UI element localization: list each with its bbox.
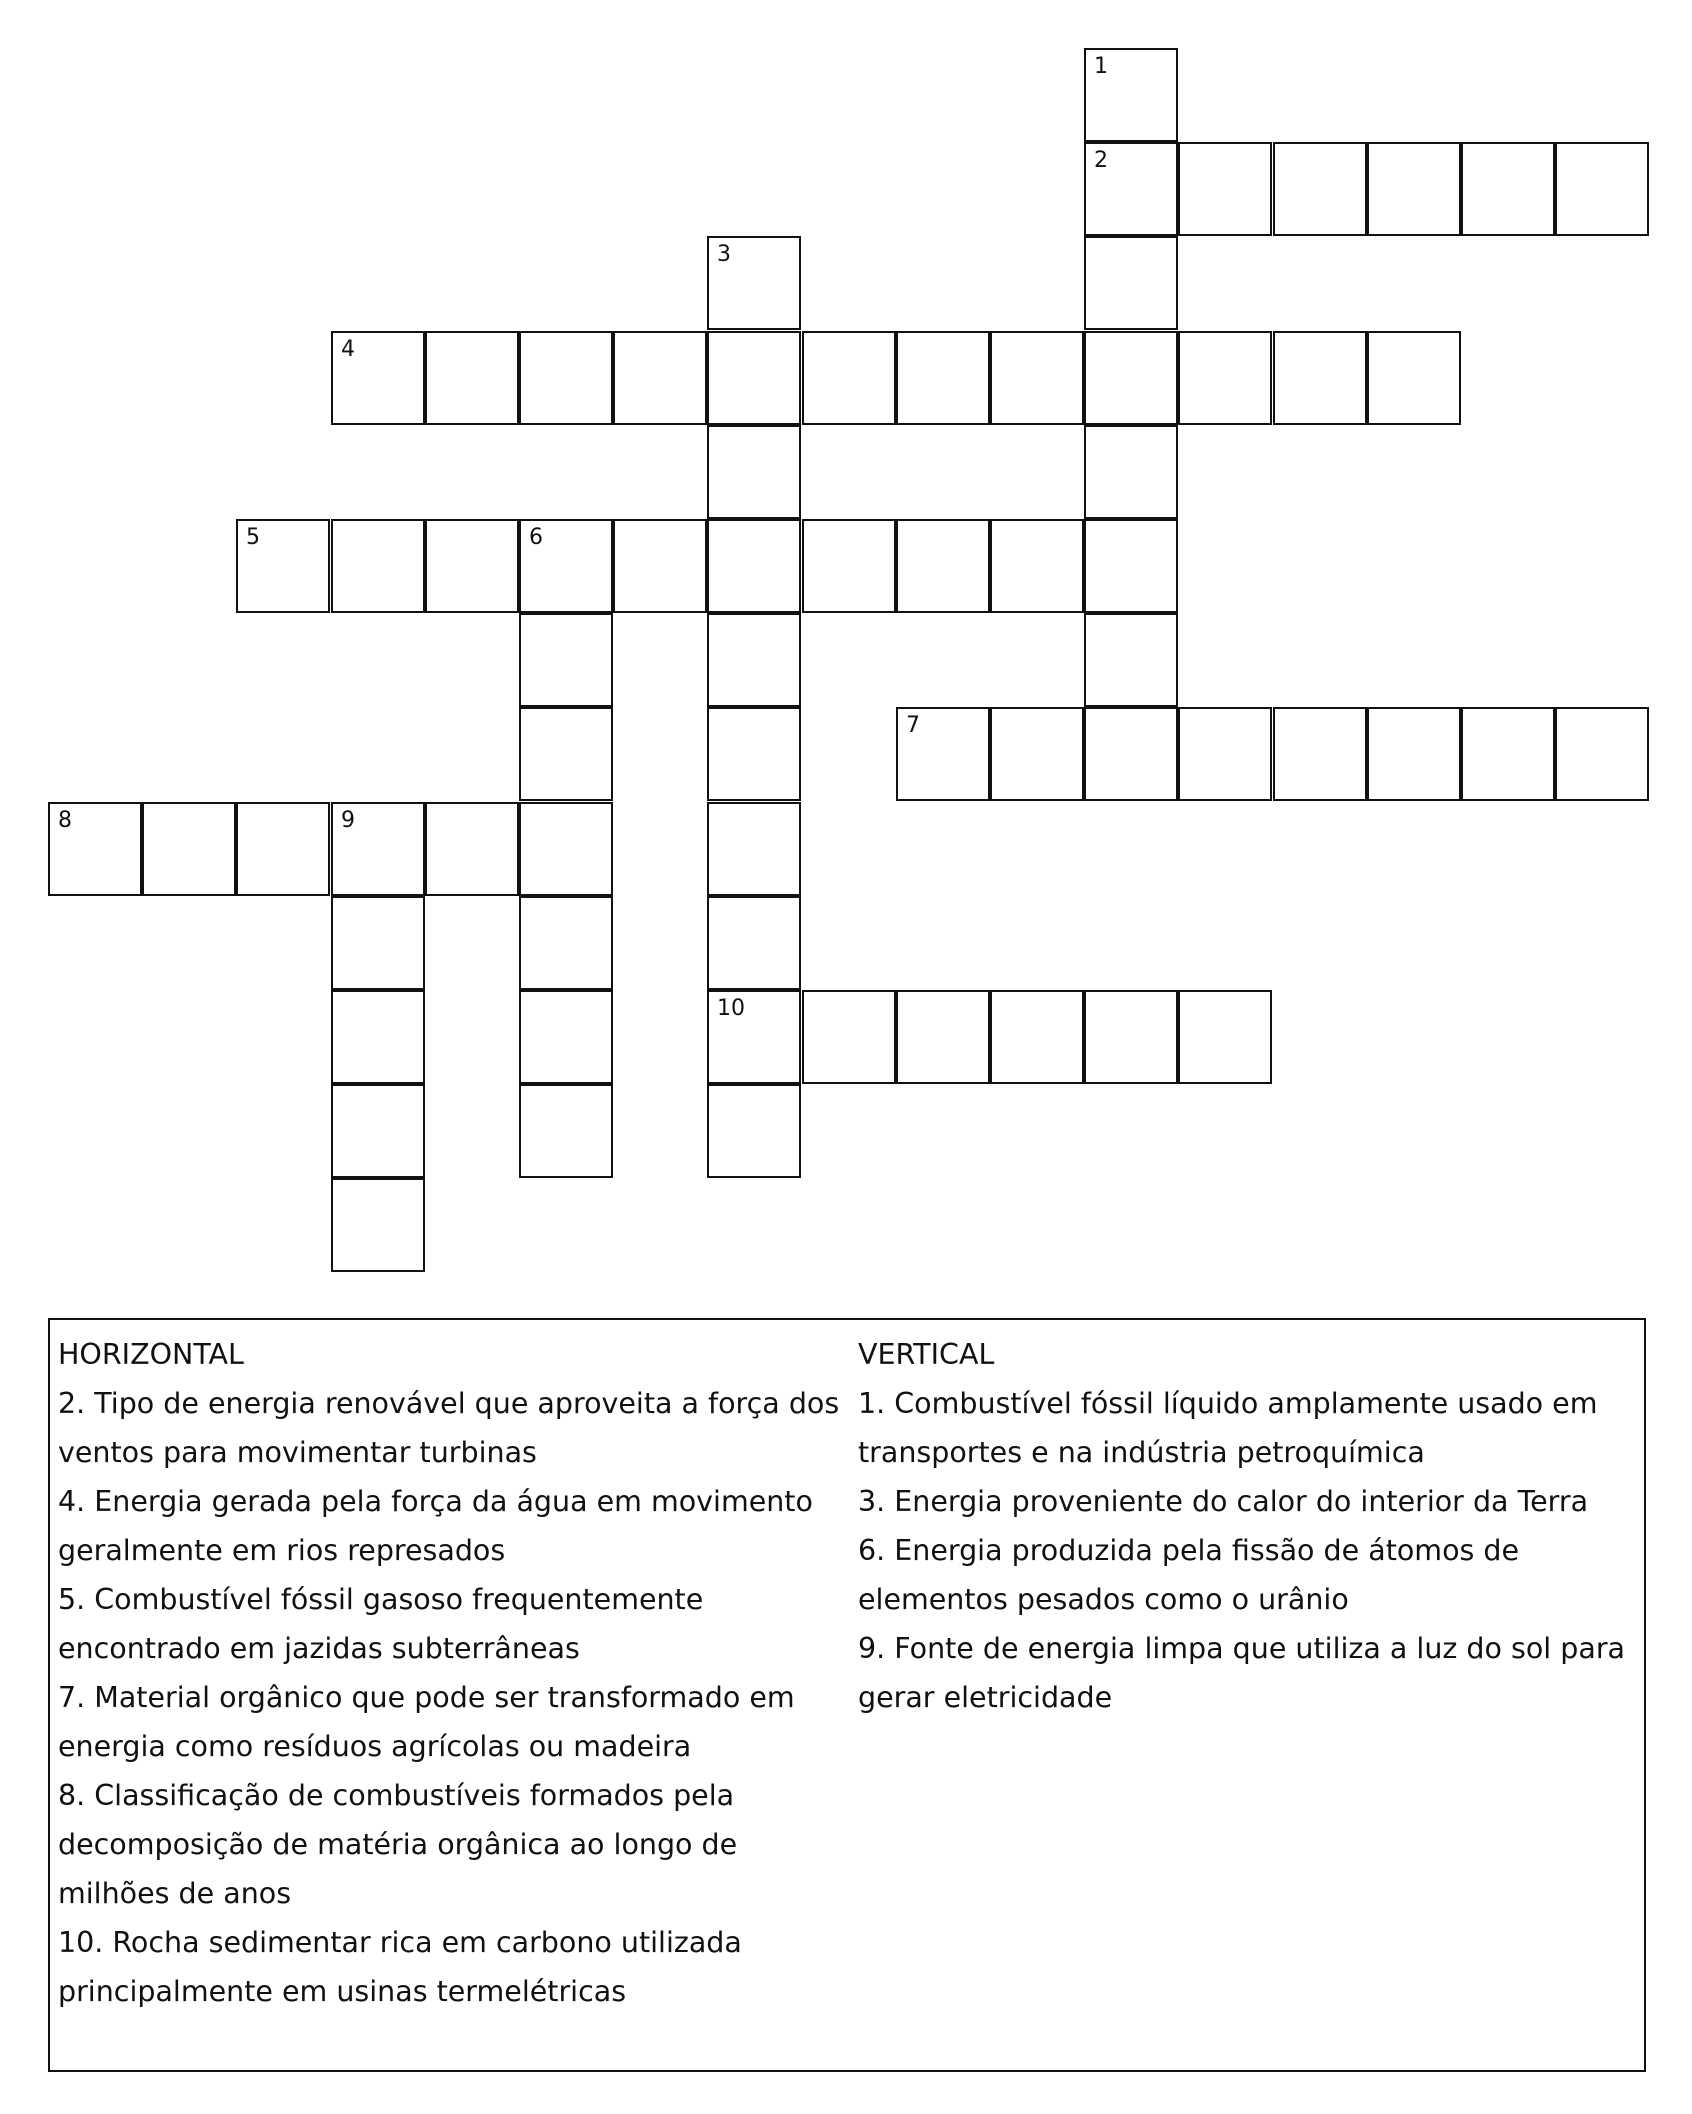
crossword-cell[interactable] xyxy=(707,1084,801,1178)
crossword-cell[interactable] xyxy=(802,331,896,425)
clue-number: 5 xyxy=(246,525,260,550)
clue-horizontal-5: 5. Combustível fóssil gasoso frequentemente encontrado em jazidas subterrâneas xyxy=(58,1583,704,1665)
crossword-cell[interactable] xyxy=(1555,707,1649,801)
crossword-cell[interactable] xyxy=(519,519,613,613)
clue-number: 2 xyxy=(1094,148,1108,173)
crossword-cell[interactable] xyxy=(1084,990,1178,1084)
horizontal-clues xyxy=(58,1330,848,2016)
crossword-cell[interactable] xyxy=(707,519,801,613)
crossword-cell[interactable] xyxy=(802,519,896,613)
clue-number: 8 xyxy=(58,808,72,833)
clue-horizontal-4: 4. Energia gerada pela força da água em movimento geralmente em rios represados xyxy=(58,1485,813,1567)
crossword-cell[interactable] xyxy=(1178,331,1272,425)
crossword-cell[interactable] xyxy=(236,802,330,896)
crossword-cell[interactable] xyxy=(1084,331,1178,425)
crossword-cell[interactable] xyxy=(1461,142,1555,236)
clue-horizontal-8: 8. Classificação de combustíveis formados pela decomposição de matéria orgânica ao longo de milhões de anos xyxy=(58,1779,738,1910)
vertical-heading: VERTICAL xyxy=(858,1338,995,1371)
crossword-cell[interactable] xyxy=(896,519,990,613)
crossword-cell[interactable] xyxy=(331,519,425,613)
crossword-cell[interactable] xyxy=(613,519,707,613)
crossword-cell[interactable] xyxy=(896,331,990,425)
crossword-cell[interactable] xyxy=(331,990,425,1084)
clue-vertical-3: 3. Energia proveniente do calor do interior da Terra xyxy=(858,1485,1589,1518)
crossword-cell[interactable] xyxy=(1084,48,1178,142)
crossword-cell[interactable] xyxy=(707,425,801,519)
crossword-cell[interactable] xyxy=(802,990,896,1084)
crossword-cell[interactable] xyxy=(519,707,613,801)
crossword-cell[interactable] xyxy=(990,331,1084,425)
clue-number: 7 xyxy=(906,713,920,738)
crossword-cell[interactable] xyxy=(331,1084,425,1178)
crossword-cell[interactable] xyxy=(707,236,801,330)
crossword-cell[interactable] xyxy=(519,613,613,707)
crossword-cell[interactable] xyxy=(1273,707,1367,801)
clues-box xyxy=(48,1318,1646,2072)
clue-vertical-1: 1. Combustível fóssil líquido amplamente usado em transportes e na indústria petroquímica xyxy=(858,1387,1598,1469)
crossword-cell[interactable] xyxy=(896,990,990,1084)
clue-horizontal-10: 10. Rocha sedimentar rica em carbono utilizada principalmente em usinas termelétricas xyxy=(58,1926,742,2008)
crossword-cell[interactable] xyxy=(331,896,425,990)
crossword-cell[interactable] xyxy=(1273,142,1367,236)
clue-horizontal-7: 7. Material orgânico que pode ser transformado em energia como resíduos agrícolas ou madeira xyxy=(58,1681,795,1763)
clue-vertical-6: 6. Energia produzida pela fissão de átomos de elementos pesados como o urânio xyxy=(858,1534,1520,1616)
clue-vertical-9: 9. Fonte de energia limpa que utiliza a luz do sol para gerar eletricidade xyxy=(858,1632,1626,1714)
crossword-cell[interactable] xyxy=(1084,425,1178,519)
crossword-cell[interactable] xyxy=(1084,613,1178,707)
crossword-cell[interactable] xyxy=(425,802,519,896)
crossword-cell[interactable] xyxy=(1367,707,1461,801)
crossword-cell[interactable] xyxy=(519,1084,613,1178)
crossword-cell[interactable] xyxy=(1367,331,1461,425)
vertical-clues xyxy=(858,1330,1638,1722)
crossword-cell[interactable] xyxy=(990,990,1084,1084)
crossword-cell[interactable] xyxy=(331,1178,425,1272)
crossword-cell[interactable] xyxy=(707,990,801,1084)
clue-number: 9 xyxy=(341,808,355,833)
crossword-cell[interactable] xyxy=(707,802,801,896)
clue-horizontal-2: 2. Tipo de energia renovável que aproveita a força dos ventos para movimentar turbinas xyxy=(58,1387,840,1469)
clue-number: 10 xyxy=(717,996,745,1021)
crossword-cell[interactable] xyxy=(519,896,613,990)
crossword-cell[interactable] xyxy=(990,707,1084,801)
crossword-cell[interactable] xyxy=(1084,236,1178,330)
crossword-cell[interactable] xyxy=(990,519,1084,613)
crossword-cell[interactable] xyxy=(1178,142,1272,236)
clue-number: 6 xyxy=(529,525,543,550)
crossword-cell[interactable] xyxy=(1555,142,1649,236)
crossword-cell[interactable] xyxy=(48,802,142,896)
crossword-cell[interactable] xyxy=(707,331,801,425)
clue-number: 4 xyxy=(341,337,355,362)
crossword-cell[interactable] xyxy=(896,707,990,801)
crossword-cell[interactable] xyxy=(1084,707,1178,801)
crossword-cell[interactable] xyxy=(707,707,801,801)
crossword-cell[interactable] xyxy=(425,519,519,613)
crossword-cell[interactable] xyxy=(1084,142,1178,236)
crossword-cell[interactable] xyxy=(1273,331,1367,425)
crossword-cell[interactable] xyxy=(331,331,425,425)
crossword-cell[interactable] xyxy=(707,613,801,707)
crossword-cell[interactable] xyxy=(1084,519,1178,613)
crossword-cell[interactable] xyxy=(425,331,519,425)
crossword-cell[interactable] xyxy=(1178,990,1272,1084)
horizontal-heading: HORIZONTAL xyxy=(58,1338,244,1371)
crossword-cell[interactable] xyxy=(236,519,330,613)
crossword-cell[interactable] xyxy=(331,802,425,896)
crossword-cell[interactable] xyxy=(1461,707,1555,801)
clue-number: 3 xyxy=(717,242,731,267)
crossword-cell[interactable] xyxy=(519,990,613,1084)
crossword-cell[interactable] xyxy=(1367,142,1461,236)
clue-number: 1 xyxy=(1094,54,1108,79)
crossword-cell[interactable] xyxy=(707,896,801,990)
crossword-cell[interactable] xyxy=(613,331,707,425)
crossword-cell[interactable] xyxy=(142,802,236,896)
crossword-cell[interactable] xyxy=(519,331,613,425)
crossword-cell[interactable] xyxy=(1178,707,1272,801)
crossword-cell[interactable] xyxy=(519,802,613,896)
